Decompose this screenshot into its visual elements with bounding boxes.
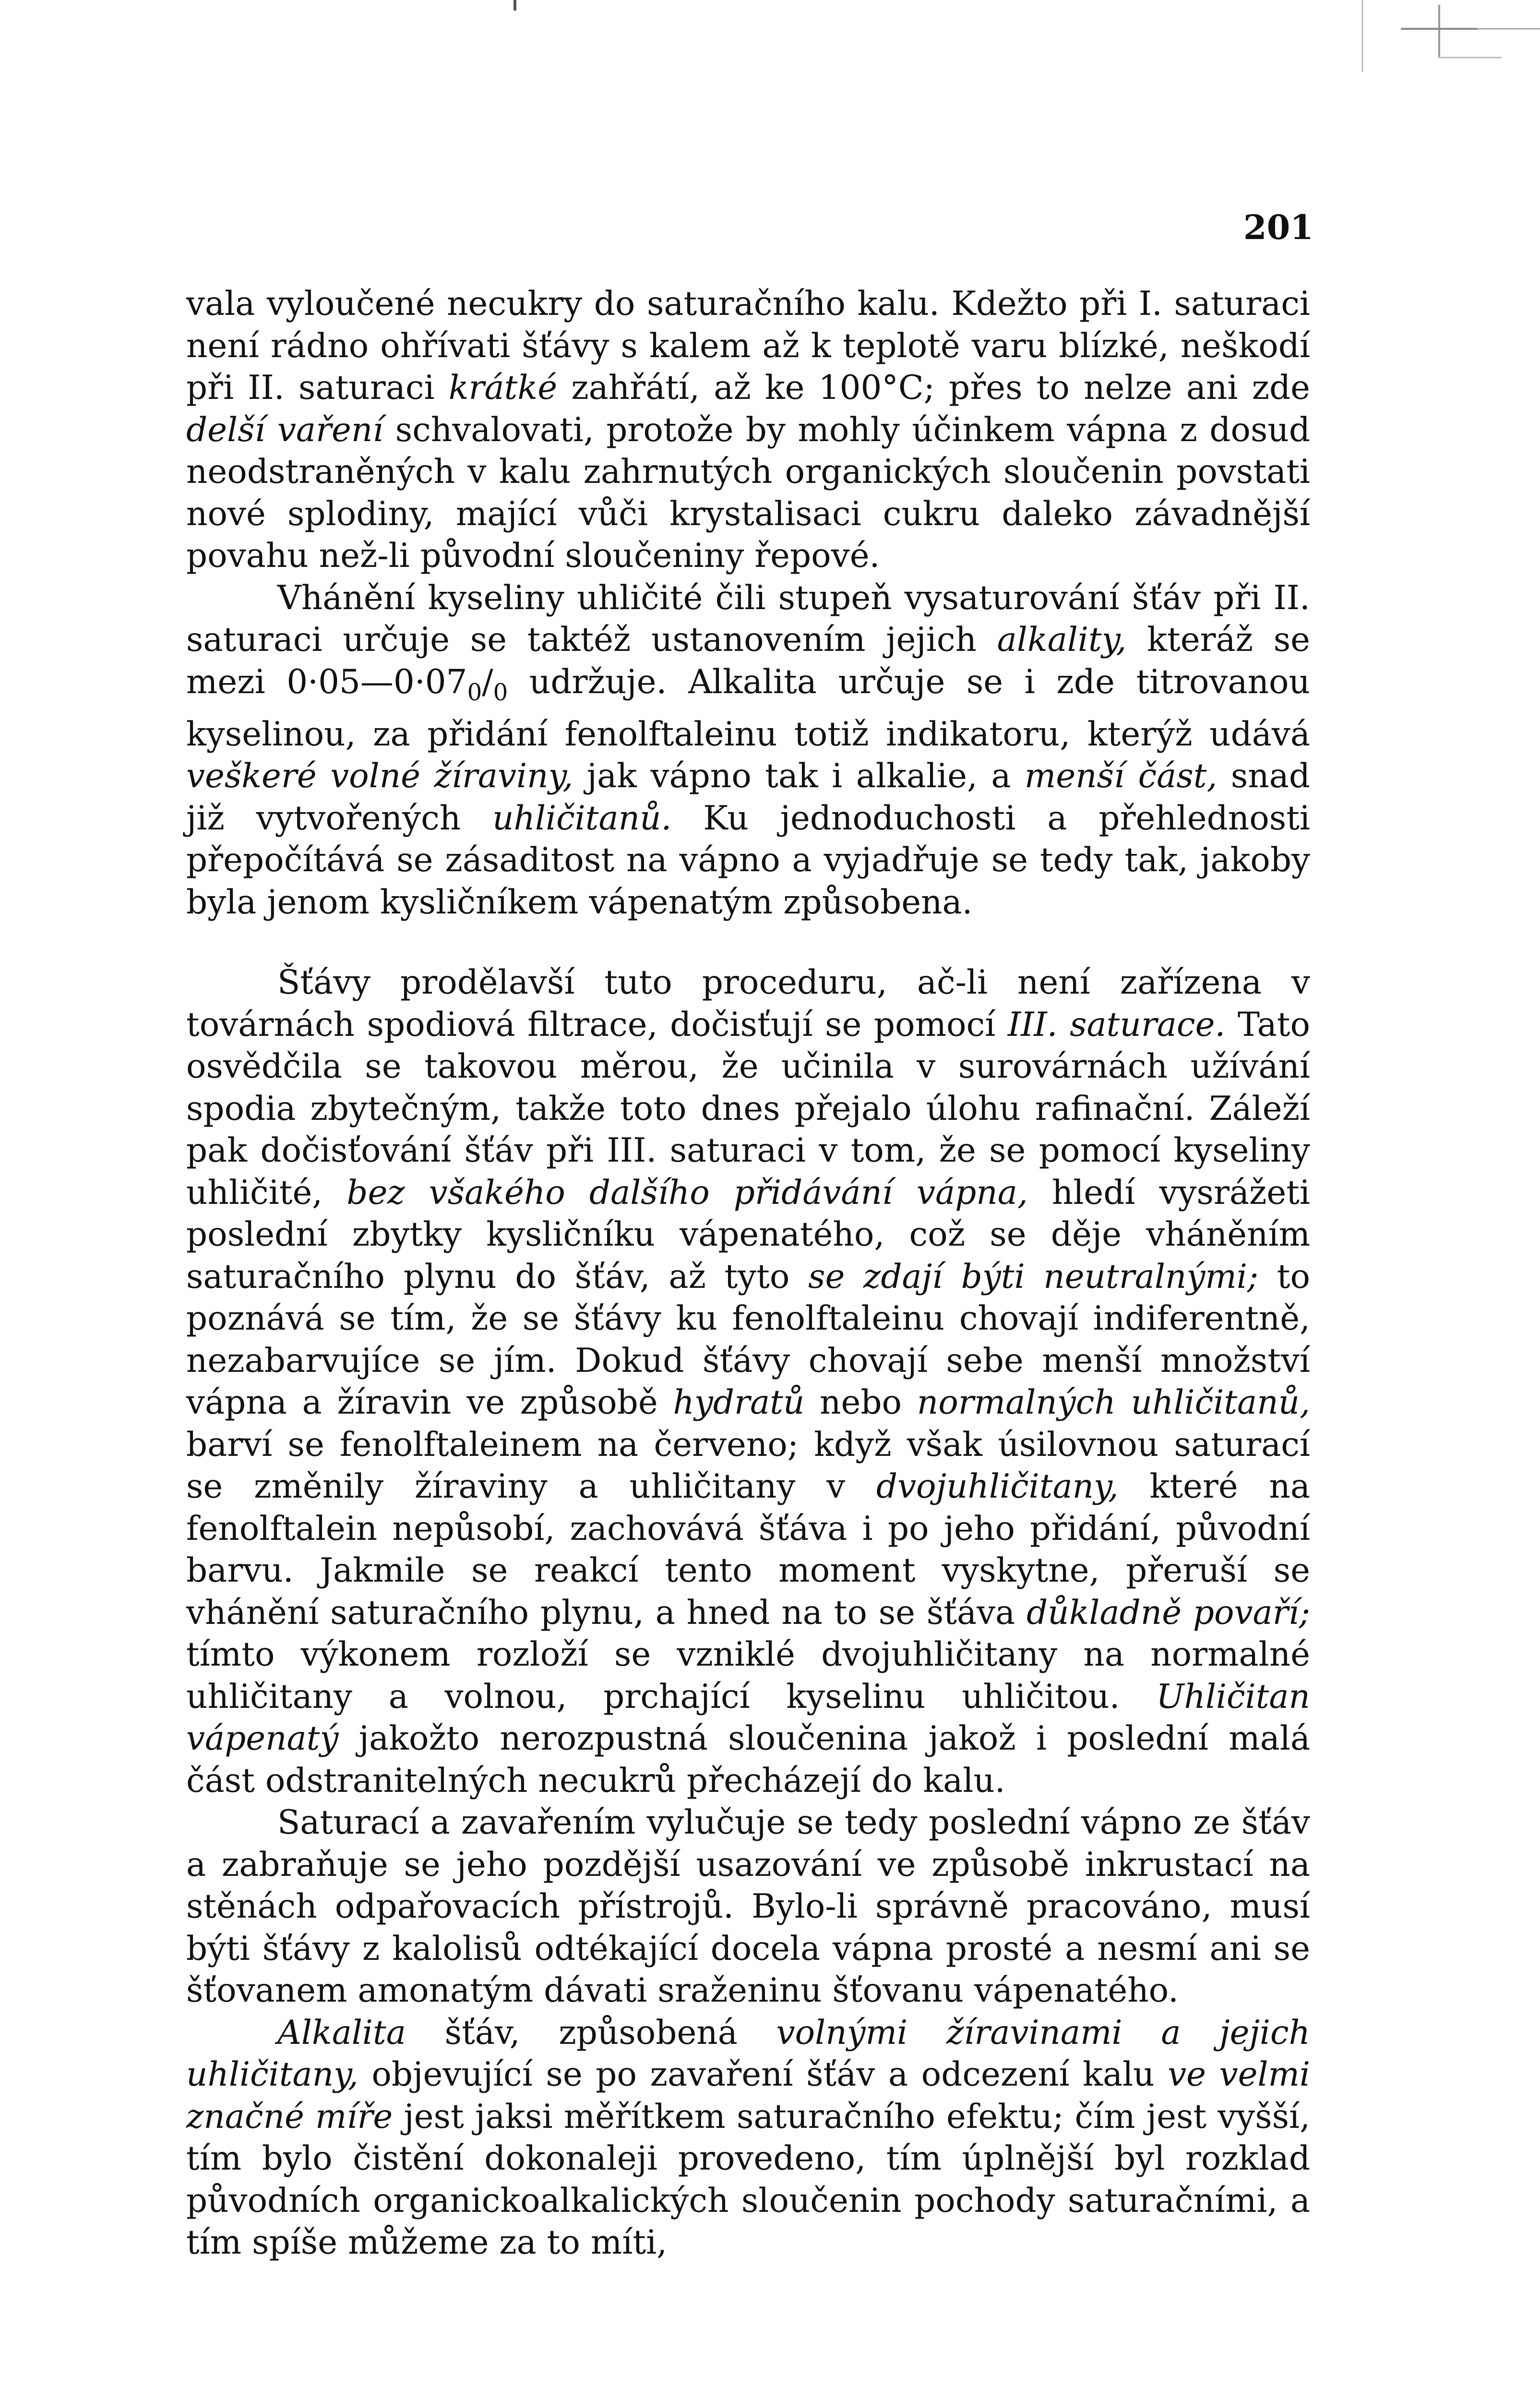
text-segment: Tato osvědčila se takovou měrou, že učinila v surovárnách užívání spodia zbytečným, takže toto dnes přejalo úlohu rafinační. Záleží pak dočisťování šťáv při III. saturaci v tom, že se pomocí kyseliny uhličité, [186,1005,1310,1212]
subscript-text: 0 [467,679,482,706]
italic-text: uhličitanů. [492,799,672,838]
text-segment: jak vápno tak i alkalie, a [573,757,1025,796]
text-segment: nebo [804,1383,917,1422]
text-segment: tímto výkonem rozloží se vzniklé dvojuhličitany na normalné uhličitany a volnou, prchající kyselinu uhličitou. [186,1635,1310,1716]
text-segment: / [482,662,493,701]
italic-text: veškeré volné žíraviny, [186,757,573,796]
scan-edge-mark [513,0,516,11]
paragraph-2 [186,577,1310,924]
page-number: 201 [1243,207,1313,247]
text-segment: které na fenolftalein nepůsobí, zachovává šťáva i po jeho přidání, původní barvu. Jakmile se reakcí tento moment vyskytne, přeruší se vhánění saturačního plynu, a hned na to se šťáva [186,1467,1310,1632]
text-segment: jakožto nerozpustná sloučenina jakož i poslední malá část odstranitelných necukrů přecházejí do kalu. [186,1719,1310,1800]
italic-text: normalných uhličitanů, [917,1383,1310,1422]
italic-text: Uhličitan vápenatý [186,1677,1310,1758]
text-segment: šťáv, způsobená [406,2013,776,2052]
paragraph-4 [186,1802,1310,2012]
italic-text: volnými žíravinami a jejich uhličitany, [186,2013,1310,2094]
text-segment: udržuje. Alkalita určuje se i zde titrovanou kyselinou, za přidání fenolftaleinu totiž indikatoru, kterýž udává [186,662,1310,754]
text-segment: schvalovati, protože by mohly účinkem vápna z dosud neodstraněných v kalu zahrnutých organických sloučenin povstati nové splodiny, mající vůči krystalisaci cukru daleko závadnější povahu než-li původní sloučeniny řepové. [186,410,1310,575]
italic-text: se zdají býti neutralnými; [808,1257,1259,1296]
body-text [186,283,1310,2264]
text-segment: Vhánění kyseliny uhličité čili stupeň vysaturování šťáv při II. saturaci určuje se taktéž ustanovením jejich [186,578,1310,659]
italic-text: ve velmi značné míře [186,2055,1310,2136]
italic-text: delší vaření [186,410,383,449]
italic-text: III. saturace. [1007,1005,1226,1044]
italic-text: důkladně povaří; [1027,1593,1310,1632]
italic-text: bez všakého dalšího přidávání vápna, [346,1173,1028,1212]
text-segment: barví se fenolftaleinem na červeno; když však úsilovnou saturací se změnily žíraviny a uhličitany v [186,1425,1310,1506]
text-segment: Saturací a zavařením vylučuje se tedy poslední vápno ze šťáv a zabraňuje se jeho pozdější usazování ve způsobě inkrustací na stěnách odpařovacích přístrojů. Bylo-li správně pracováno, musí býti šťávy z kalolisů odtékající docela vápna prosté a nesmí ani se šťovanem amonatým dávati sraženinu šťovanu vápenatého. [186,1803,1310,2010]
paragraph-1 [186,283,1310,577]
italic-text: dvojuhličitany, [876,1467,1119,1506]
text-segment: objevující se po zavaření šťáv a odcezení kalu [358,2055,1168,2094]
text-segment: jest jaksi měřítkem saturačního efektu; čím jest vyšší, tím bylo čistění dokonaleji provedeno, tím úplnější byl rozklad původních organickoalkalických sloučenin pochody saturačními, a tím spíše můžeme za to míti, [186,2097,1311,2262]
italic-text: alkality, [997,621,1127,659]
italic-text: Alkalita [277,2013,406,2052]
text-segment: Šťávy prodělavší tuto proceduru, ač-li není zařízena v továrnách spodiová filtrace, dočisťují se pomocí [186,963,1310,1044]
text-segment: zahřátí, až ke 100°C; přes to nelze ani zde [557,369,1311,407]
scan-corner-marks [1319,0,1540,72]
subscript-text: 0 [493,679,508,706]
text-segment: snad již vytvořených [186,757,1310,838]
text-segment: hledí vysrážeti poslední zbytky kysličníku vápenatého, což se děje vháněním saturačního plynu do šťáv, až tyto [186,1173,1311,1296]
italic-text: hydratů [673,1383,805,1422]
text-segment: vala vyloučené necukry do saturačního kalu. Kdežto při I. saturaci není rádno ohřívati šťávy s kalem až k teplotě varu blízké, neškodí při II. saturaci [186,285,1310,407]
text-segment: Ku jednoduchosti a přehlednosti přepočítává se zásaditost na vápno a vyjadřuje se tedy tak, jakoby byla jenom kysličníkem vápenatým způsobena. [186,799,1310,922]
italic-text: menší část, [1024,757,1218,796]
paragraph-5 [186,2012,1310,2264]
paragraph-3 [186,962,1310,1802]
text-segment: to poznává se tím, že se šťávy ku fenolftaleinu chovají indiferentně, nezabarvujíce se jím. Dokud šťávy chovají sebe menší množství vápna a žíravin ve způsobě [186,1257,1311,1422]
text-segment: kteráž se mezi 0·05—0·07 [186,621,1310,701]
italic-text: krátké [448,369,558,407]
